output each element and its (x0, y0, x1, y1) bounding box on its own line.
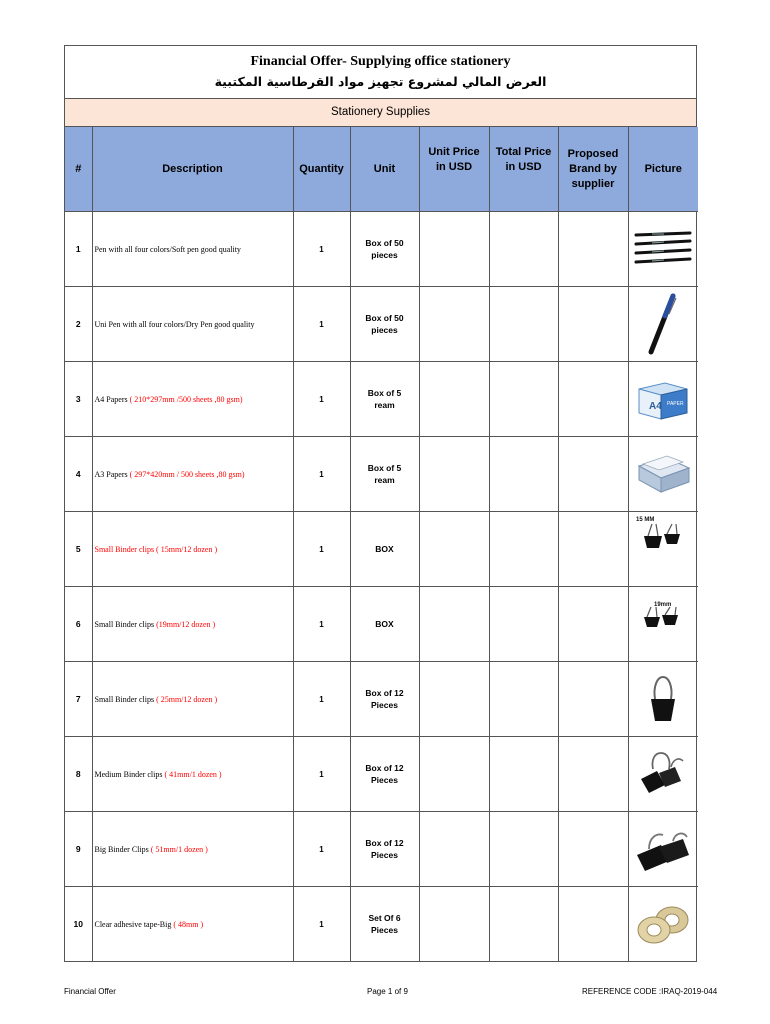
description-spec: ( 41mm/1 dozen ) (164, 769, 222, 779)
row-picture (628, 812, 698, 887)
row-description (92, 737, 293, 812)
description-spec: ( 25mm/12 dozen ) (156, 694, 218, 704)
financial-offer-sheet (64, 45, 697, 962)
description-spec: (19mm/12 dozen ) (156, 619, 216, 629)
row-unit: Box of 5 ream (350, 437, 419, 512)
row-description (92, 437, 293, 512)
row-brand[interactable] (558, 737, 628, 812)
description-text: Pen with all four colors/Soft pen good quality (94, 244, 241, 254)
row-total-price[interactable] (489, 437, 558, 512)
row-description (92, 887, 293, 962)
clip-size-label: 15 MM (636, 517, 655, 523)
row-description (92, 212, 293, 287)
table-header-row (65, 127, 698, 212)
description-text: Small Binder clips (94, 619, 157, 629)
a4-label: A4 (649, 401, 663, 412)
row-unit: Box of 12 Pieces (350, 737, 419, 812)
row-total-price[interactable] (489, 887, 558, 962)
row-unit-price[interactable] (419, 737, 489, 812)
row-unit: Box of 12 Pieces (350, 662, 419, 737)
a4-paper-box-icon (635, 377, 691, 421)
pens-icon (632, 229, 694, 269)
row-description (92, 587, 293, 662)
header-brand: Proposed Brand by supplier (558, 127, 628, 212)
row-unit: BOX (350, 512, 419, 587)
row-unit: Set Of 6 Pieces (350, 887, 419, 962)
row-number: 5 (65, 512, 92, 587)
row-description (92, 512, 293, 587)
row-total-price[interactable] (489, 287, 558, 362)
footer-reference: REFERENCE CODE :IRAQ-2019-044 (582, 987, 718, 996)
row-number: 6 (65, 587, 92, 662)
row-unit-price[interactable] (419, 512, 489, 587)
stationery-table (65, 127, 698, 961)
table-row (65, 287, 698, 362)
description-text: A3 Papers (94, 469, 130, 479)
description-spec: Small Binder clips ( 15mm/12 dozen ) (94, 544, 218, 554)
row-unit-price[interactable] (419, 587, 489, 662)
header-number: # (65, 127, 92, 212)
footer-left: Financial Offer (64, 987, 116, 996)
row-brand[interactable] (558, 662, 628, 737)
row-brand[interactable] (558, 812, 628, 887)
row-brand[interactable] (558, 287, 628, 362)
description-spec: ( 210*297mm /500 sheets ,80 gsm) (129, 394, 243, 404)
row-picture (628, 362, 698, 437)
table-row (65, 662, 698, 737)
table-row (65, 737, 698, 812)
header-unit-price: Unit Price in USD (419, 127, 489, 212)
binder-clip-group-icon (635, 749, 691, 799)
header-picture: Picture (628, 127, 698, 212)
table-row (65, 212, 698, 287)
row-picture (628, 212, 698, 287)
table-row (65, 512, 698, 587)
row-picture (628, 437, 698, 512)
header-total-price: Total Price in USD (489, 127, 558, 212)
row-brand[interactable] (558, 437, 628, 512)
row-number: 2 (65, 287, 92, 362)
row-total-price[interactable] (489, 737, 558, 812)
row-picture (628, 662, 698, 737)
row-unit-price[interactable] (419, 212, 489, 287)
row-quantity: 1 (293, 512, 350, 587)
row-unit: BOX (350, 587, 419, 662)
row-unit-price[interactable] (419, 287, 489, 362)
table-row (65, 587, 698, 662)
row-unit: Box of 12 Pieces (350, 812, 419, 887)
row-unit: Box of 50 pieces (350, 287, 419, 362)
description-spec: ( 48mm ) (173, 919, 204, 929)
row-description (92, 662, 293, 737)
table-row (65, 887, 698, 962)
row-number: 10 (65, 887, 92, 962)
row-total-price[interactable] (489, 512, 558, 587)
header-unit: Unit (350, 127, 419, 212)
row-picture (628, 587, 698, 662)
table-row (65, 812, 698, 887)
row-brand[interactable] (558, 212, 628, 287)
description-text: A4 Papers (94, 394, 130, 404)
description-text: Clear adhesive tape-Big (94, 919, 174, 929)
row-total-price[interactable] (489, 587, 558, 662)
row-quantity: 1 (293, 212, 350, 287)
table-row (65, 362, 698, 437)
row-brand[interactable] (558, 362, 628, 437)
binder-clip-19mm-icon (632, 587, 694, 631)
description-text: Uni Pen with all four colors/Dry Pen good quality (94, 319, 255, 329)
row-total-price[interactable] (489, 812, 558, 887)
header-quantity: Quantity (293, 127, 350, 212)
row-description (92, 362, 293, 437)
row-quantity: 1 (293, 662, 350, 737)
document-title: Financial Offer- Supplying office stationery (250, 54, 511, 69)
description-text: Small Binder clips (94, 694, 157, 704)
row-quantity: 1 (293, 737, 350, 812)
header-description: Description (92, 127, 293, 212)
a3-paper-stack-icon (633, 452, 693, 496)
document-title-arabic: العرض المالي لمشروع تجهيز مواد القرطاسية المكتبية (214, 74, 547, 89)
row-number: 8 (65, 737, 92, 812)
big-binder-clip-icon (633, 825, 693, 873)
row-quantity: 1 (293, 587, 350, 662)
description-spec: ( 51mm/1 dozen ) (150, 844, 208, 854)
row-number: 9 (65, 812, 92, 887)
binder-clip-15mm-icon (632, 512, 694, 552)
row-total-price[interactable] (489, 212, 558, 287)
row-number: 7 (65, 662, 92, 737)
binder-clip-icon (643, 673, 683, 725)
row-number: 4 (65, 437, 92, 512)
tape-rolls-icon (632, 902, 694, 946)
row-picture (628, 887, 698, 962)
row-quantity: 1 (293, 437, 350, 512)
row-unit: Box of 50 pieces (350, 212, 419, 287)
a4-brand-label: PAPER (667, 401, 684, 407)
row-brand[interactable] (558, 587, 628, 662)
section-heading: Stationery Supplies (65, 99, 696, 127)
description-text: Big Binder Clips (94, 844, 151, 854)
row-unit-price[interactable] (419, 812, 489, 887)
row-number: 3 (65, 362, 92, 437)
row-unit-price[interactable] (419, 887, 489, 962)
row-description (92, 812, 293, 887)
row-brand[interactable] (558, 887, 628, 962)
row-quantity: 1 (293, 887, 350, 962)
description-text: Medium Binder clips (94, 769, 165, 779)
description-spec: ( 297*420mm / 500 sheets ,80 gsm) (129, 469, 245, 479)
row-picture (628, 287, 698, 362)
row-quantity: 1 (293, 362, 350, 437)
row-unit-price[interactable] (419, 662, 489, 737)
row-unit-price[interactable] (419, 362, 489, 437)
row-quantity: 1 (293, 287, 350, 362)
row-description (92, 287, 293, 362)
clip-size-label: 19mm (654, 602, 672, 608)
row-brand[interactable] (558, 512, 628, 587)
single-pen-icon (643, 292, 683, 356)
row-unit: Box of 5 ream (350, 362, 419, 437)
row-quantity: 1 (293, 812, 350, 887)
row-picture (628, 737, 698, 812)
row-picture (628, 512, 698, 587)
row-total-price[interactable] (489, 662, 558, 737)
table-row (65, 437, 698, 512)
title-block (65, 46, 696, 99)
row-unit-price[interactable] (419, 437, 489, 512)
row-number: 1 (65, 212, 92, 287)
footer-page-number: Page 1 of 9 (367, 987, 408, 996)
row-total-price[interactable] (489, 362, 558, 437)
